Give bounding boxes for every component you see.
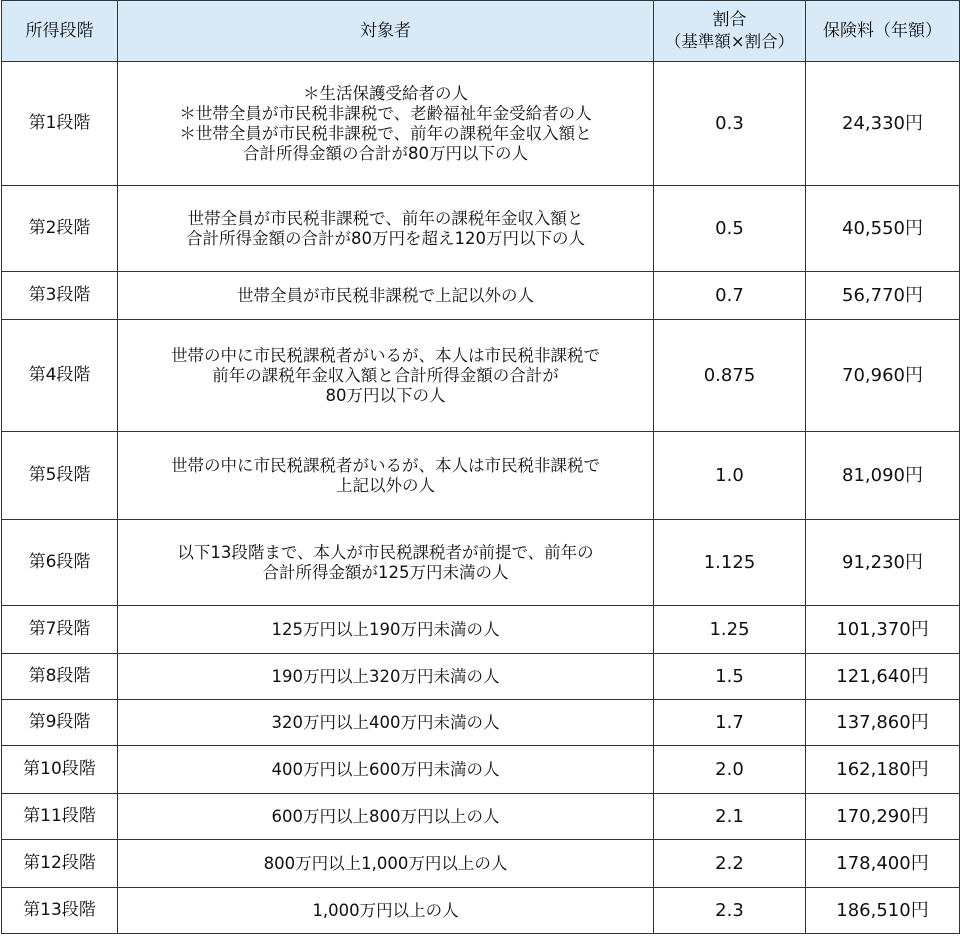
table-row	[2, 432, 960, 520]
table-row	[2, 520, 960, 606]
table-row	[2, 700, 960, 746]
ratio-cell: 2.3	[654, 888, 806, 934]
ratio-cell: 1.25	[654, 606, 806, 654]
header-ratio-subtitle: （基準額×割合）	[664, 32, 795, 51]
target-cell: ＊生活保護受給者の人 ＊世帯全員が市民税非課税で、老齢福祉年金受給者の人 ＊世帯全員が市民税非課税で、前年の課税年金収入額と 合計所得金額の合計が80万円以下の人	[118, 62, 654, 186]
header-target: 対象者	[118, 1, 654, 62]
stage-cell: 第6段階	[2, 520, 118, 606]
fee-cell: 40,550円	[806, 186, 960, 272]
target-cell: 320万円以上400万円未満の人	[118, 700, 654, 746]
stage-cell: 第10段階	[2, 746, 118, 794]
header-fee: 保険料（年額）	[806, 1, 960, 62]
target-cell: 以下13段階まで、本人が市民税課税者が前提で、前年の 合計所得金額が125万円未満の人	[118, 520, 654, 606]
stage-cell: 第1段階	[2, 62, 118, 186]
header-stage: 所得段階	[2, 1, 118, 62]
fee-cell: 81,090円	[806, 432, 960, 520]
fee-cell: 162,180円	[806, 746, 960, 794]
ratio-cell: 1.125	[654, 520, 806, 606]
insurance-fee-table	[1, 0, 960, 934]
ratio-cell: 0.5	[654, 186, 806, 272]
ratio-cell: 0.3	[654, 62, 806, 186]
ratio-cell: 0.7	[654, 272, 806, 320]
table-row	[2, 272, 960, 320]
table-row	[2, 794, 960, 840]
table-row	[2, 62, 960, 186]
table-row	[2, 746, 960, 794]
stage-cell: 第13段階	[2, 888, 118, 934]
target-cell: 125万円以上190万円未満の人	[118, 606, 654, 654]
stage-cell: 第8段階	[2, 654, 118, 700]
header-ratio	[654, 1, 806, 62]
stage-cell: 第7段階	[2, 606, 118, 654]
table-row	[2, 840, 960, 888]
target-cell: 世帯の中に市民税課税者がいるが、本人は市民税非課税で 前年の課税年金収入額と合計所得金額の合計が 80万円以下の人	[118, 320, 654, 432]
ratio-cell: 1.0	[654, 432, 806, 520]
target-cell: 190万円以上320万円未満の人	[118, 654, 654, 700]
fee-cell: 170,290円	[806, 794, 960, 840]
fee-cell: 24,330円	[806, 62, 960, 186]
target-cell: 世帯全員が市民税非課税で、前年の課税年金収入額と 合計所得金額の合計が80万円を超え120万円以下の人	[118, 186, 654, 272]
ratio-cell: 2.0	[654, 746, 806, 794]
stage-cell: 第3段階	[2, 272, 118, 320]
fee-cell: 178,400円	[806, 840, 960, 888]
table-row	[2, 186, 960, 272]
stage-cell: 第5段階	[2, 432, 118, 520]
target-cell: 1,000万円以上の人	[118, 888, 654, 934]
stage-cell: 第11段階	[2, 794, 118, 840]
header-ratio-title: 割合	[712, 10, 747, 30]
ratio-cell: 2.1	[654, 794, 806, 840]
ratio-cell: 2.2	[654, 840, 806, 888]
target-cell: 400万円以上600万円未満の人	[118, 746, 654, 794]
fee-cell: 101,370円	[806, 606, 960, 654]
fee-cell: 91,230円	[806, 520, 960, 606]
fee-cell: 121,640円	[806, 654, 960, 700]
fee-cell: 56,770円	[806, 272, 960, 320]
ratio-cell: 0.875	[654, 320, 806, 432]
target-cell: 600万円以上800万円以上の人	[118, 794, 654, 840]
stage-cell: 第12段階	[2, 840, 118, 888]
table-row	[2, 320, 960, 432]
fee-cell: 70,960円	[806, 320, 960, 432]
header-row	[2, 1, 960, 62]
table-row	[2, 654, 960, 700]
stage-cell: 第9段階	[2, 700, 118, 746]
ratio-cell: 1.5	[654, 654, 806, 700]
target-cell: 800万円以上1,000万円以上の人	[118, 840, 654, 888]
ratio-cell: 1.7	[654, 700, 806, 746]
fee-cell: 137,860円	[806, 700, 960, 746]
target-cell: 世帯全員が市民税非課税で上記以外の人	[118, 272, 654, 320]
target-cell: 世帯の中に市民税課税者がいるが、本人は市民税非課税で 上記以外の人	[118, 432, 654, 520]
stage-cell: 第4段階	[2, 320, 118, 432]
fee-cell: 186,510円	[806, 888, 960, 934]
stage-cell: 第2段階	[2, 186, 118, 272]
table-row	[2, 888, 960, 934]
table-row	[2, 606, 960, 654]
